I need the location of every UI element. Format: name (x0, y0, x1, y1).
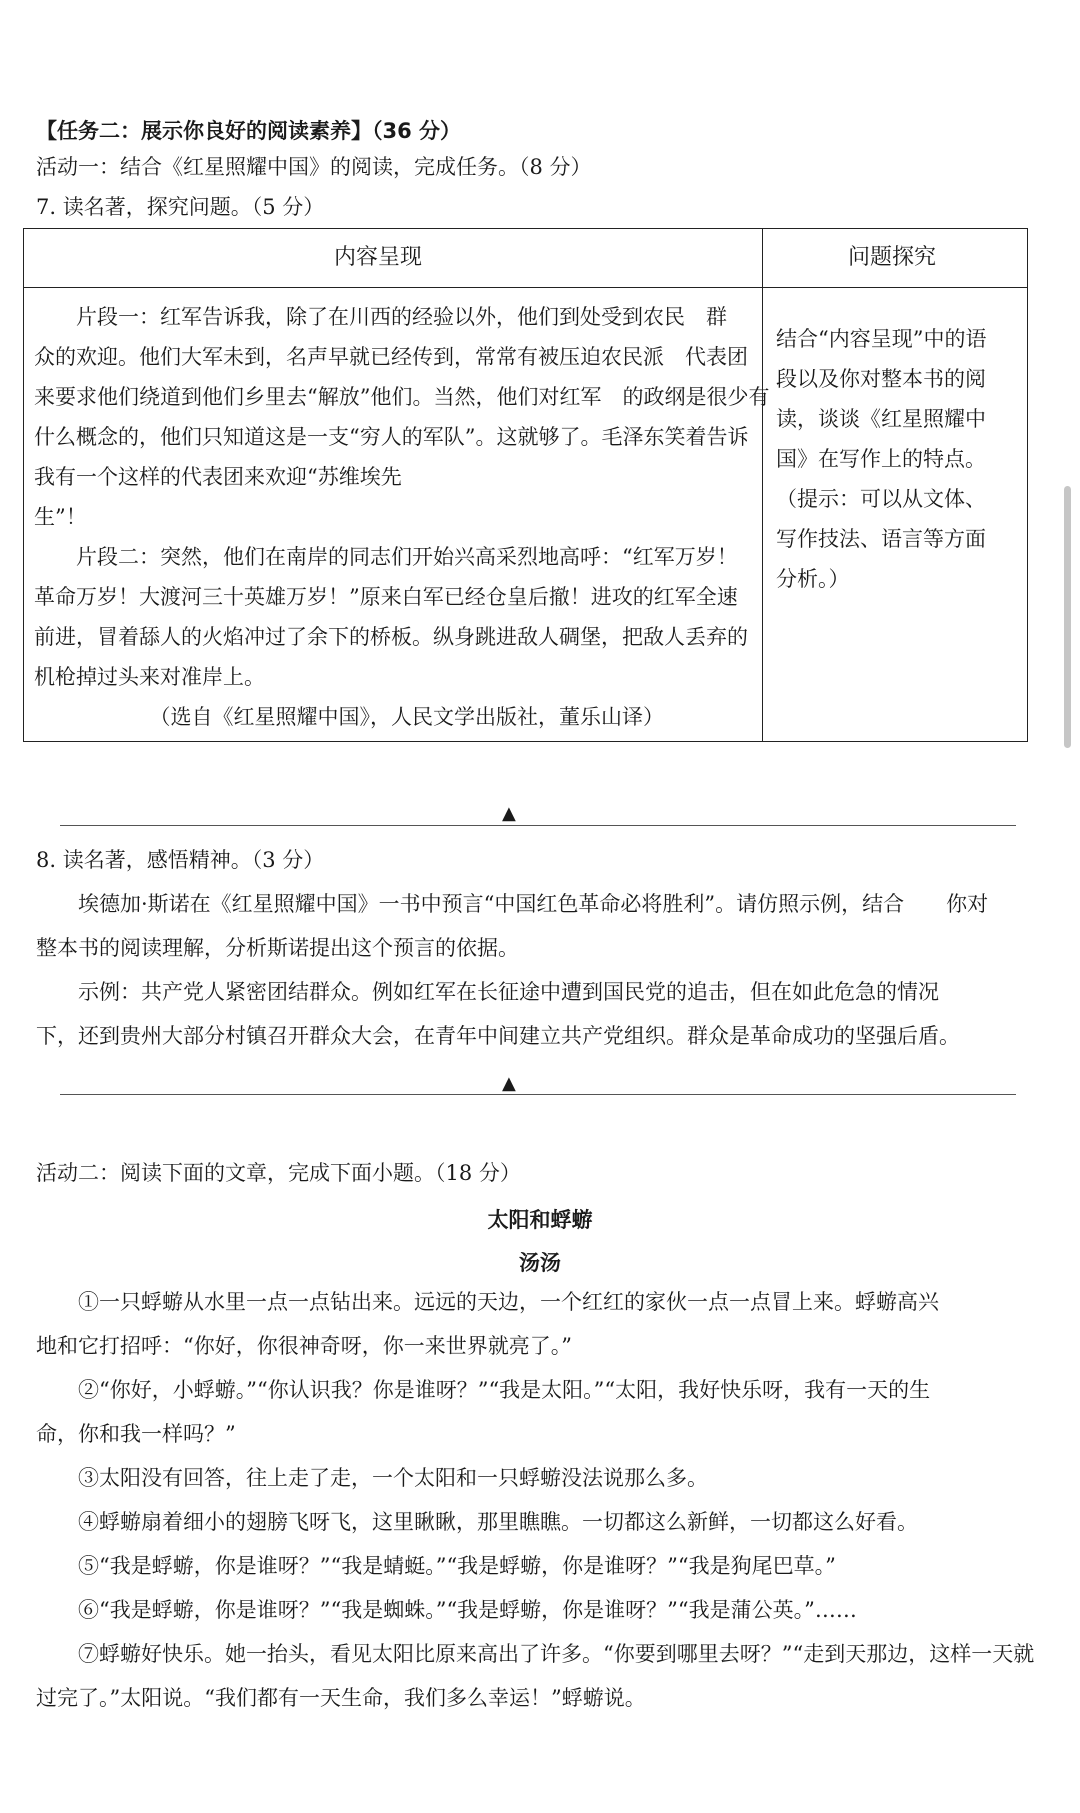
article-line: 过完了。”太阳说。“我们都有一天生命，我们多么幸运！”蜉蝣说。 (36, 1686, 646, 1710)
article-body (36, 1280, 1046, 1720)
prompt-line: 分析。） (776, 567, 850, 591)
article-line: ⑤“我是蜉蝣，你是谁呀？”“我是蜻蜓。”“我是蜉蝣，你是谁呀？”“我是狗尾巴草。” (36, 1554, 836, 1578)
excerpt-line: 生”！ (34, 505, 87, 529)
q8-line: 下，还到贵州大部分村镇召开群众大会，在青年中间建立共产党组织。群众是革命成功的坚强后盾。 (36, 1024, 960, 1048)
question-8-title: 8. 读名著，感悟精神。（3 分） (36, 848, 325, 872)
excerpt-line: 片段二：突然，他们在南岸的同志们开始兴高采烈地高呼：“红军万岁！ (34, 545, 738, 569)
question-prompt (776, 319, 1016, 599)
answer-marker: ▲ (502, 803, 516, 824)
prompt-line: 国》在写作上的特点。 (776, 447, 986, 471)
q8-line: 整本书的阅读理解，分析斯诺提出这个预言的依据。 (36, 936, 519, 960)
excerpt-line: 机枪掉过头来对准岸上。 (34, 665, 265, 689)
activity-one-title: 活动一：结合《红星照耀中国》的阅读，完成任务。（8 分） (36, 155, 592, 179)
prompt-line: 段以及你对整本书的阅 (776, 367, 986, 391)
prompt-line: 写作技法、语言等方面 (776, 527, 986, 551)
excerpt-line: 什么概念的，他们只知道这是一支“穷人的军队”。这就够了。毛泽东笑着告诉 (34, 425, 749, 449)
article-line: ⑥“我是蜉蝣，你是谁呀？”“我是蜘蛛。”“我是蜉蝣，你是谁呀？”“我是蒲公英。”…… (36, 1598, 857, 1622)
excerpt-line: 革命万岁！大渡河三十英雄万岁！”原来白军已经仓皇后撤！进攻的红军全速 (34, 585, 738, 609)
article-line: ③太阳没有回答，往上走了走，一个太阳和一只蜉蝣没法说那么多。 (36, 1466, 708, 1490)
article-line: 命，你和我一样吗？” (36, 1422, 236, 1446)
question-7-title: 7. 读名著，探究问题。（5 分） (36, 195, 325, 219)
q8-line: 埃德加·斯诺在《红星照耀中国》一书中预言“中国红色革命必将胜利”。请仿照示例，结合 你对 (36, 892, 989, 916)
article-line: ④蜉蝣扇着细小的翅膀飞呀飞，这里瞅瞅，那里瞧瞧。一切都这么新鲜，一切都这么好看。 (36, 1510, 918, 1534)
article-line: 地和它打招呼：“你好，你很神奇呀，你一来世界就亮了。” (36, 1334, 572, 1358)
question-8-body (36, 882, 1046, 1058)
content-excerpt (34, 297, 769, 737)
article-line: ①一只蜉蝣从水里一点一点钻出来。远远的天边，一个红红的家伙一点一点冒上来。蜉蝣高兴 (36, 1290, 939, 1314)
activity-two-title: 活动二：阅读下面的文章，完成下面小题。（18 分） (36, 1161, 521, 1185)
task-header: 【任务二：展示你良好的阅读素养】（36 分） (36, 119, 462, 143)
answer-line (60, 1094, 1016, 1095)
header-question: 问题探究 (848, 245, 937, 270)
answer-marker: ▲ (502, 1073, 516, 1094)
vertical-scrollbar[interactable] (1064, 486, 1071, 748)
excerpt-line: 前进，冒着舔人的火焰冲过了余下的桥板。纵身跳进敌人碉堡，把敌人丢弃的 (34, 625, 748, 649)
table-header-divider (24, 287, 1027, 288)
answer-line (60, 825, 1016, 826)
article-author: 汤汤 (519, 1251, 561, 1275)
excerpt-line: 片段一：红军告诉我，除了在川西的经验以外，他们到处受到农民 群 (34, 305, 727, 329)
article-title: 太阳和蜉蝣 (487, 1208, 593, 1232)
excerpt-line: 我有一个这样的代表团来欢迎“苏维埃先 (34, 465, 402, 489)
excerpt-source: （选自《红星照耀中国》，人民文学出版社，董乐山译） (34, 705, 664, 729)
prompt-line: 读，谈谈《红星照耀中 (776, 407, 986, 431)
excerpt-line: 众的欢迎。他们大军未到，名声早就已经传到，常常有被压迫农民派 代表团 (34, 345, 748, 369)
article-line: ②“你好，小蜉蝣。”“你认识我？你是谁呀？”“我是太阳。”“太阳，我好快乐呀，我有一天的生 (36, 1378, 931, 1402)
header-content: 内容呈现 (334, 245, 423, 270)
q8-line: 示例：共产党人紧密团结群众。例如红军在长征途中遭到国民党的追击，但在如此危急的情况 (36, 980, 939, 1004)
prompt-line: 结合“内容呈现”中的语 (776, 327, 987, 351)
prompt-line: （提示：可以从文体、 (776, 487, 986, 511)
article-line: ⑦蜉蝣好快乐。她一抬头，看见太阳比原来高出了许多。“你要到哪里去呀？”“走到天那边，这样一天就 (36, 1642, 1035, 1666)
excerpt-line: 来要求他们绕道到他们乡里去“解放”他们。当然，他们对红军 的政纲是很少有 (34, 385, 770, 409)
question-7-table (23, 228, 1028, 742)
